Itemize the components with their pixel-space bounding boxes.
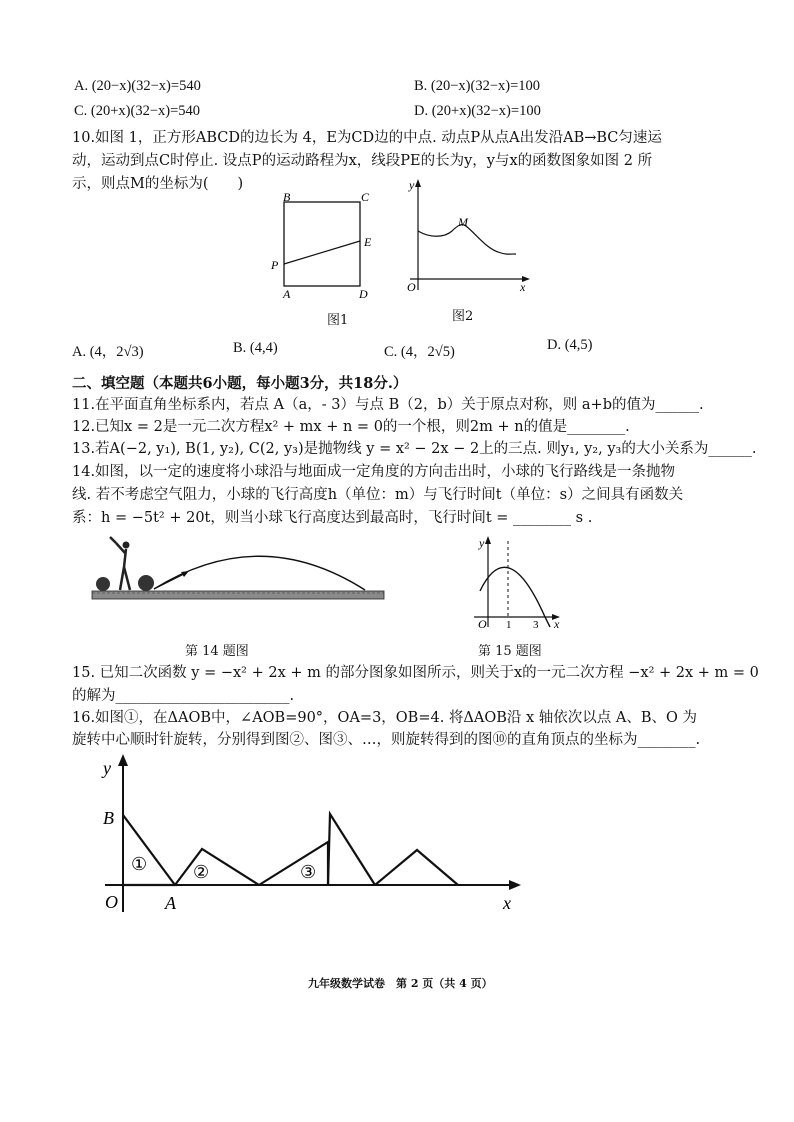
fig16-label-x: x xyxy=(503,893,511,913)
q10-figure-2 xyxy=(400,178,540,298)
fig2-label-m: M xyxy=(458,215,468,229)
fig15-label-x: x xyxy=(554,617,560,631)
q16-line-2: 旋转中心顺时针旋转，分别得到图②、图③、…，则旋转得到的图⑩的直角顶点的坐标为________. xyxy=(72,732,701,748)
fig15-label-y: y xyxy=(479,536,485,550)
q14-figure xyxy=(90,535,390,605)
q9-option-d: D. (20+x)(32−x)=100 xyxy=(414,103,541,119)
fig16-label-circle-3: ③ xyxy=(300,862,317,882)
q14-line-3: 系：h = −5t² + 20t，则当小球飞行高度达到最高时，飞行时间t = ________ s . xyxy=(72,510,593,526)
fig1-label-c: C xyxy=(361,190,370,204)
fig1-label-a: A xyxy=(283,287,291,301)
q14-caption: 第 14 题图 xyxy=(185,644,249,659)
fig2-caption: 图2 xyxy=(452,309,474,324)
fig16-label-circle-2: ② xyxy=(193,862,210,882)
q14-line-1: 14.如图，以一定的速度将小球沿与地面成一定角度的方向击出时，小球的飞行路线是一条抛物 xyxy=(72,464,676,480)
q16-figure xyxy=(95,752,535,917)
q15-caption: 第 15 题图 xyxy=(478,644,542,659)
q12-text: 12.已知x = 2是一元二次方程x² + mx + n = 0的一个根，则2m + n的值是________. xyxy=(72,419,630,435)
bush-icon xyxy=(96,577,110,591)
golfer-icon xyxy=(110,537,130,590)
q10-line-1: 10.如图 1，正方形ABCD的边长为 4，E为CD边的中点. 动点P从点A出发沿AB→BC匀速运 xyxy=(72,130,662,146)
bush-icon xyxy=(138,575,154,591)
fig16-label-y: y xyxy=(103,758,111,778)
q10-line-3: 示，则点M的坐标为( ) xyxy=(72,176,244,192)
fig1-label-e: E xyxy=(364,235,372,249)
q16-line-1: 16.如图①，在ΔAOB中，∠AOB=90°，OA=3，OB=4. 将ΔAOB沿 x 轴依次以点 A、B、O 为 xyxy=(72,710,698,726)
q10-figure-1 xyxy=(265,188,385,301)
q9-option-a: A. (20−x)(32−x)=540 xyxy=(74,78,201,94)
fig16-label-circle-1: ① xyxy=(131,854,148,874)
q9-option-b: B. (20−x)(32−x)=100 xyxy=(414,78,541,94)
fig16-label-b: B xyxy=(103,808,114,828)
fig15-label-3: 3 xyxy=(533,619,539,631)
fig2-label-o: O xyxy=(407,280,416,294)
fig2-label-y: y xyxy=(409,178,415,192)
q10-option-b: B. (4,4) xyxy=(233,340,278,356)
q15-line-2: 的解为________________________. xyxy=(72,688,295,704)
q14-line-2: 线. 若不考虑空气阻力，小球的飞行高度h（单位：m）与飞行时间t（单位：s）之间具有函数关 xyxy=(72,487,684,503)
fig15-label-1: 1 xyxy=(506,619,512,631)
q11-text: 11.在平面直角坐标系内，若点 A（a，- 3）与点 B（2，b）关于原点对称，则 a+b的值为______. xyxy=(72,397,704,413)
fig1-label-p: P xyxy=(271,258,279,272)
fig16-label-a: A xyxy=(165,893,176,913)
q10-line-2: 动，运动到点C时停止. 设点P的运动路程为x，线段PE的长为y，y与x的函数图象如图 2 所 xyxy=(72,153,653,169)
q13-text: 13.若A(−2, y₁), B(1, y₂), C(2, y₃)是抛物线 y = x² − 2x − 2上的三点. 则y₁, y₂, y₃的大小关系为______. xyxy=(72,441,757,457)
q15-line-1: 15. 已知二次函数 y = −x² + 2x + m 的部分图象如图所示，则关于x的一元二次方程 −x² + 2x + m = 0 xyxy=(72,665,759,681)
q15-figure xyxy=(460,535,570,630)
page-footer: 九年级数学试卷 第 2 页（共 4 页） xyxy=(308,977,493,990)
fig1-label-d: D xyxy=(359,287,368,301)
q10-option-c: C. (4，2√5) xyxy=(384,344,455,360)
q10-option-a: A. (4，2√3) xyxy=(72,344,144,360)
fig16-label-o: O xyxy=(105,892,118,912)
fig1-caption: 图1 xyxy=(327,313,349,328)
q9-option-c: C. (20+x)(32−x)=540 xyxy=(74,103,201,119)
fig1-label-b: B xyxy=(283,190,291,204)
fig15-label-o: O xyxy=(478,617,487,631)
section-2-title: 二、填空题（本题共6小题，每小题3分，共18分.） xyxy=(72,375,408,392)
q10-option-d: D. (4,5) xyxy=(547,337,593,353)
fig2-label-x: x xyxy=(520,280,526,294)
